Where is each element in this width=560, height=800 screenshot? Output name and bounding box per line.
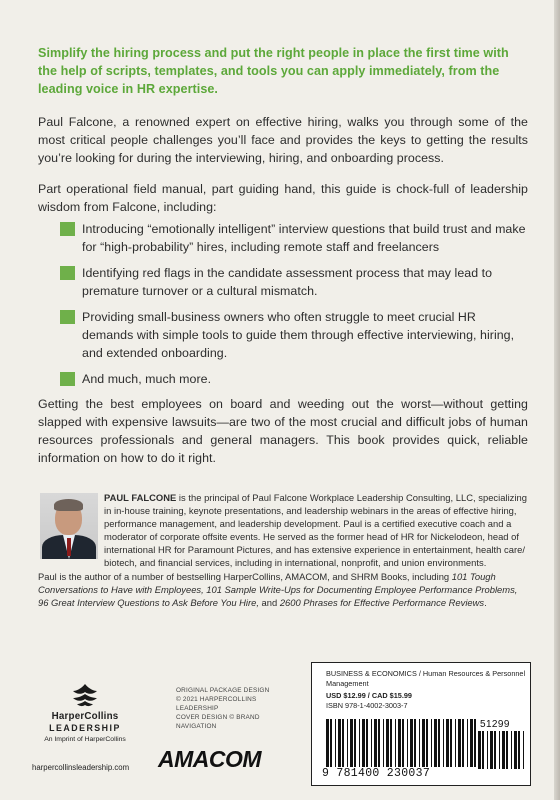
- barcode-bar: [350, 719, 353, 767]
- barcode-bar: [455, 719, 456, 767]
- amacom-logo: AMACOM: [158, 746, 262, 772]
- barcode-bar: [506, 731, 508, 769]
- barcode-box: [311, 662, 531, 786]
- barcode-bar: [326, 719, 329, 767]
- barcode-bar: [514, 731, 517, 769]
- harpercollins-fire-water-icon: [70, 682, 100, 708]
- barcode-bar: [371, 719, 372, 767]
- barcode-bar: [374, 719, 377, 767]
- author-bio: [104, 491, 528, 569]
- isbn-barcode: [326, 719, 476, 767]
- barcode-bar: [490, 731, 493, 769]
- barcode-bar: [398, 719, 401, 767]
- publisher-url: harpercollinsleadership.com: [32, 763, 130, 772]
- description-paragraph-3: Getting the best employees on board and weeding out the worst—without getting slapped with expensive lawsuits—are two of the most crucial and difficult jobs of human resources professionals and general managers. This book provides quick, reliable information on how to do it right.: [38, 397, 528, 465]
- list-item: Introducing “emotionally intelligent” interview questions that build trust and make for “high-probability” hires, including remote staff and freelancers: [60, 220, 530, 256]
- barcode-bar: [402, 719, 404, 767]
- feature-list: [60, 220, 530, 396]
- author-name: PAUL FALCONE: [104, 492, 177, 503]
- green-square-bullet-icon: [60, 266, 75, 280]
- barcode-bar: [443, 719, 444, 767]
- barcode-bar: [410, 719, 413, 767]
- list-item: And much, much more.: [60, 370, 530, 388]
- barcode-bar: [419, 719, 420, 767]
- barcode-bar: [467, 719, 468, 767]
- barcode-bar: [446, 719, 449, 767]
- green-square-bullet-icon: [60, 222, 75, 236]
- barcode-bar: [422, 719, 425, 767]
- barcode-bar: [426, 719, 428, 767]
- barcode-bar: [354, 719, 356, 767]
- barcode-bar: [478, 731, 481, 769]
- barcode-bar: [335, 719, 336, 767]
- barcode-bar: [450, 719, 452, 767]
- author-photo: [40, 493, 98, 559]
- cover-edge: [554, 0, 560, 800]
- barcode-bar: [383, 719, 384, 767]
- publisher-imprint: An Imprint of HarperCollins: [44, 736, 126, 743]
- barcode-bar: [386, 719, 389, 767]
- barcode-bar: [487, 731, 488, 769]
- list-item: Providing small-business owners who often struggle to meet crucial HR demands with simple tools to guide them through effective interviewing, hiring, and extended onboarding.: [60, 308, 530, 362]
- design-credits: ORIGINAL PACKAGE DESIGN © 2021 HARPERCOLLINS LEADERSHIP COVER DESIGN © BRAND NAVIGATION: [176, 687, 270, 730]
- green-square-bullet-icon: [60, 310, 75, 324]
- barcode-bar: [494, 731, 496, 769]
- barcode-bar: [390, 719, 392, 767]
- barcode-bar: [438, 719, 440, 767]
- harpercollins-logo: [40, 682, 130, 743]
- barcode-bar: [523, 731, 524, 769]
- barcode-bar: [502, 731, 505, 769]
- barcode-bar: [462, 719, 464, 767]
- author-books: Paul is the author of a number of bestselling HarperCollins, AMACOM, and SHRM Books, including 101 Tough Conversations to Have with Employees, 101 Sample Write-Ups for Documenting Employee Performance Problems, 96 Great Interview Questions to Ask Before You Hire, and 2600 Phrases for Effective Performance Reviews.: [38, 571, 518, 608]
- author-bio-text: is the principal of Paul Falcone Workplace Leadership Consulting, LLC, specializing in in-house training, keynote presentations, and leadership webinars in the areas of effective hiring, performance management, and leadership development. Paul is a certified executive coach and a moderator of corporate offsite events. He served as the former head of HR for Nickelodeon, head of international HR for Paramount Pictures, and has extensive experience in entertainment, health care/ biotech, and financial services, including in international, nonprofit, and union environments.: [104, 492, 527, 568]
- barcode-bar: [342, 719, 344, 767]
- book-isbn: ISBN 978-1-4002-3003-7: [326, 701, 408, 710]
- barcode-bar: [347, 719, 348, 767]
- barcode-bar: [366, 719, 368, 767]
- barcode-bar: [414, 719, 416, 767]
- description-paragraph-2: Part operational field manual, part guiding hand, this guide is chock-full of leadership wisdom from Falcone, including:: [38, 182, 528, 214]
- description-paragraph-1: Paul Falcone, a renowned expert on effective hiring, walks you through some of the most critical people challenges you’ll face and provides the keys to getting the results you’re looking for during the interviewing, hiring, and onboarding process.: [38, 115, 528, 165]
- intro-blurb: Simplify the hiring process and put the right people in place the first time with the help of scripts, templates, and tools you can apply immediately, from the leading voice in HR expertise.: [38, 46, 509, 96]
- barcode-bar: [458, 719, 461, 767]
- barcode-bar: [359, 719, 360, 767]
- publisher-sub: LEADERSHIP: [49, 723, 121, 733]
- barcode-bar: [407, 719, 408, 767]
- barcode-bar: [330, 719, 332, 767]
- barcode-bar: [511, 731, 512, 769]
- barcode-digits: 9 781400 230037: [322, 767, 431, 780]
- barcode-bar: [470, 719, 473, 767]
- green-square-bullet-icon: [60, 372, 75, 386]
- barcode-bar: [431, 719, 432, 767]
- price-barcode: [478, 731, 524, 769]
- barcode-bar: [362, 719, 365, 767]
- barcode-bar: [518, 731, 520, 769]
- book-title: 2600 Phrases for Effective Performance Reviews: [279, 597, 485, 608]
- price-code: 51299: [480, 719, 510, 730]
- barcode-bar: [434, 719, 437, 767]
- barcode-bar: [338, 719, 341, 767]
- book-price: USD $12.99 / CAD $15.99: [326, 691, 412, 700]
- barcode-bar: [482, 731, 484, 769]
- barcode-bar: [474, 719, 476, 767]
- barcode-bar: [395, 719, 396, 767]
- list-item: Identifying red flags in the candidate assessment process that may lead to premature turnover or a cultural mismatch.: [60, 264, 530, 300]
- book-category: BUSINESS & ECONOMICS / Human Resources & Personnel Management: [326, 669, 526, 688]
- book-titles: 101 Tough Conversations to Have with Employees, 101 Sample Write-Ups for Documenting Employee Performance Problems, 96 Great Interview Questions to Ask Before You Hire,: [38, 571, 518, 608]
- publisher-name: HarperCollins: [51, 711, 119, 722]
- barcode-bar: [499, 731, 500, 769]
- barcode-bar: [378, 719, 380, 767]
